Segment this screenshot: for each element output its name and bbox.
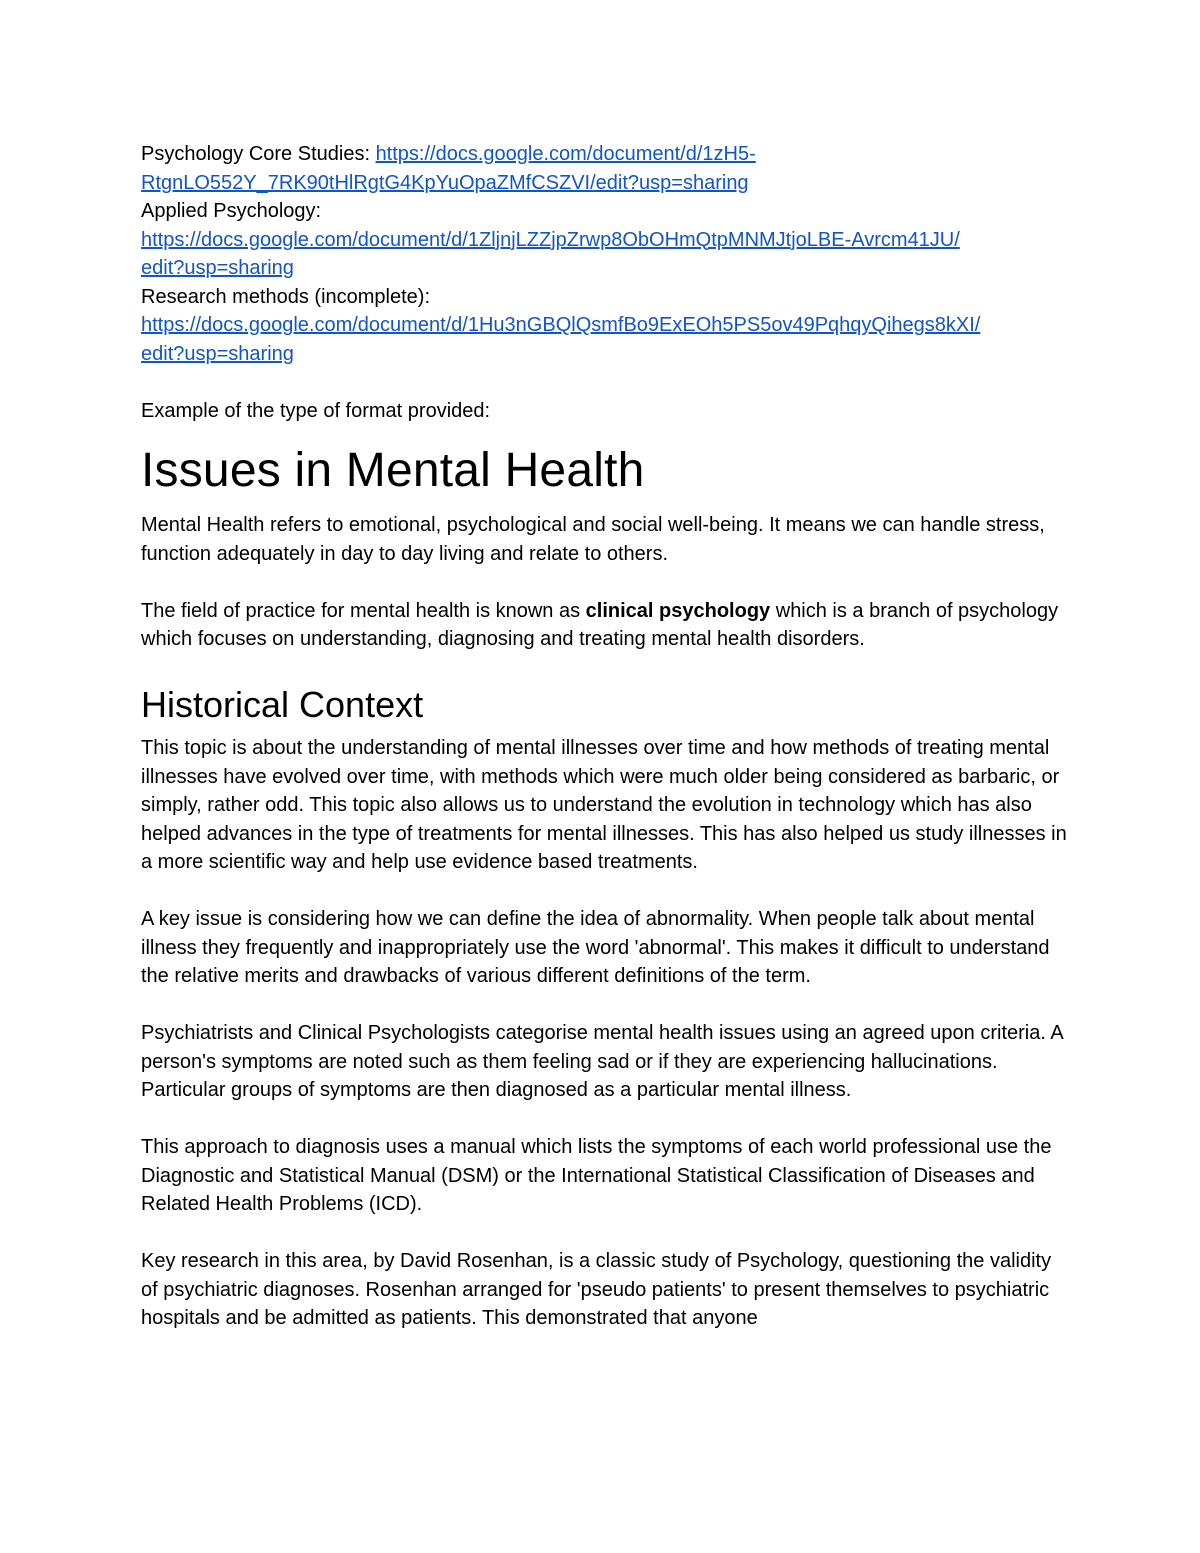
applied-psychology-link[interactable]: https://docs.google.com/document/d/1ZljnjLZZjpZrwp8ObOHmQtpMNMJtjoLBE-Avrcm41JU/ xyxy=(141,228,960,251)
paragraph: Psychiatrists and Clinical Psychologists categorise mental health issues using an agreed upon criteria. A person's symptoms are noted such as them feeling sad or if they are experiencing hallucinations. Particular groups of symptoms are then diagnosed as a particular mental illness. xyxy=(141,1022,1063,1101)
core-studies-link-cont[interactable]: RtgnLO552Y_7RK90tHlRgtG4KpYuOpaZMfCSZVI/edit?usp=sharing xyxy=(141,171,749,194)
applied-psychology-label: Applied Psychology: xyxy=(141,200,322,222)
paragraph: This approach to diagnosis uses a manual which lists the symptoms of each world professional use the Diagnostic and Statistical Manual (DSM) or the International Statistical Classification of Diseases and Related Health Problems (ICD). xyxy=(141,1136,1052,1215)
spacer xyxy=(141,368,1071,397)
intro-text: Example of the type of format provided: xyxy=(141,399,491,422)
research-methods-link[interactable]: https://docs.google.com/document/d/1Hu3nGBQlQsmfBo9ExEOh5PS5ov49PqhqyQihegs8kXI/ xyxy=(141,314,981,336)
research-methods-line xyxy=(141,311,1071,340)
text-run: which is a branch of psychology which focuses on understanding, diagnosing and treating mental health disorders. xyxy=(141,599,1059,650)
paragraph: A key issue is considering how we can define the idea of abnormality. When people talk about mental illness they frequently and inappropriately use the word 'abnormal'. This makes it difficult to understand the relative merits and drawbacks of various different definitions of the term. xyxy=(141,908,1050,987)
research-methods-link-cont[interactable]: edit?usp=sharing xyxy=(141,342,294,365)
document-page xyxy=(141,140,1071,1333)
section-heading: Historical Context xyxy=(141,684,424,725)
paragraph: This topic is about the understanding of mental illnesses over time and how methods of treating mental illnesses have evolved over time, with methods which were much older being considered as barbaric, or simply, rather odd. This topic also allows us to understand the evolution in technology which has also helped advances in the type of treatments for mental illnesses. This has also helped us study illnesses in a more scientific way and help use evidence based treatments. xyxy=(141,737,1067,873)
paragraph: Key research in this area, by David Rosenhan, is a classic study of Psychology, questioning the validity of psychiatric diagnoses. Rosenhan arranged for 'pseudo patients' to present themselves to psychiatric hospitals and be admitted as patients. This demonstrated that anyone xyxy=(141,1250,1052,1329)
research-methods-line-2 xyxy=(141,340,1071,369)
link-core-studies-line-2 xyxy=(141,169,1071,198)
applied-psychology-line xyxy=(141,226,1071,255)
research-methods-label: Research methods (incomplete): xyxy=(141,285,431,308)
paragraph-clinical-psychology xyxy=(141,597,1071,654)
applied-psychology-line-2 xyxy=(141,254,1071,283)
link-label: Psychology Core Studies: xyxy=(141,143,376,165)
applied-psychology-link-cont[interactable]: edit?usp=sharing xyxy=(141,257,294,279)
paragraph-mental-health: Mental Health refers to emotional, psychological and social well-being. It means we can handle stress, function adequately in day to day living and relate to others. xyxy=(141,514,1045,565)
core-studies-link[interactable]: https://docs.google.com/document/d/1zH5- xyxy=(375,143,756,165)
text-run: The field of practice for mental health is known as xyxy=(141,599,586,622)
document-title: Issues in Mental Health xyxy=(141,444,645,497)
bold-term: clinical psychology xyxy=(585,599,771,622)
link-core-studies-line xyxy=(141,140,1071,169)
